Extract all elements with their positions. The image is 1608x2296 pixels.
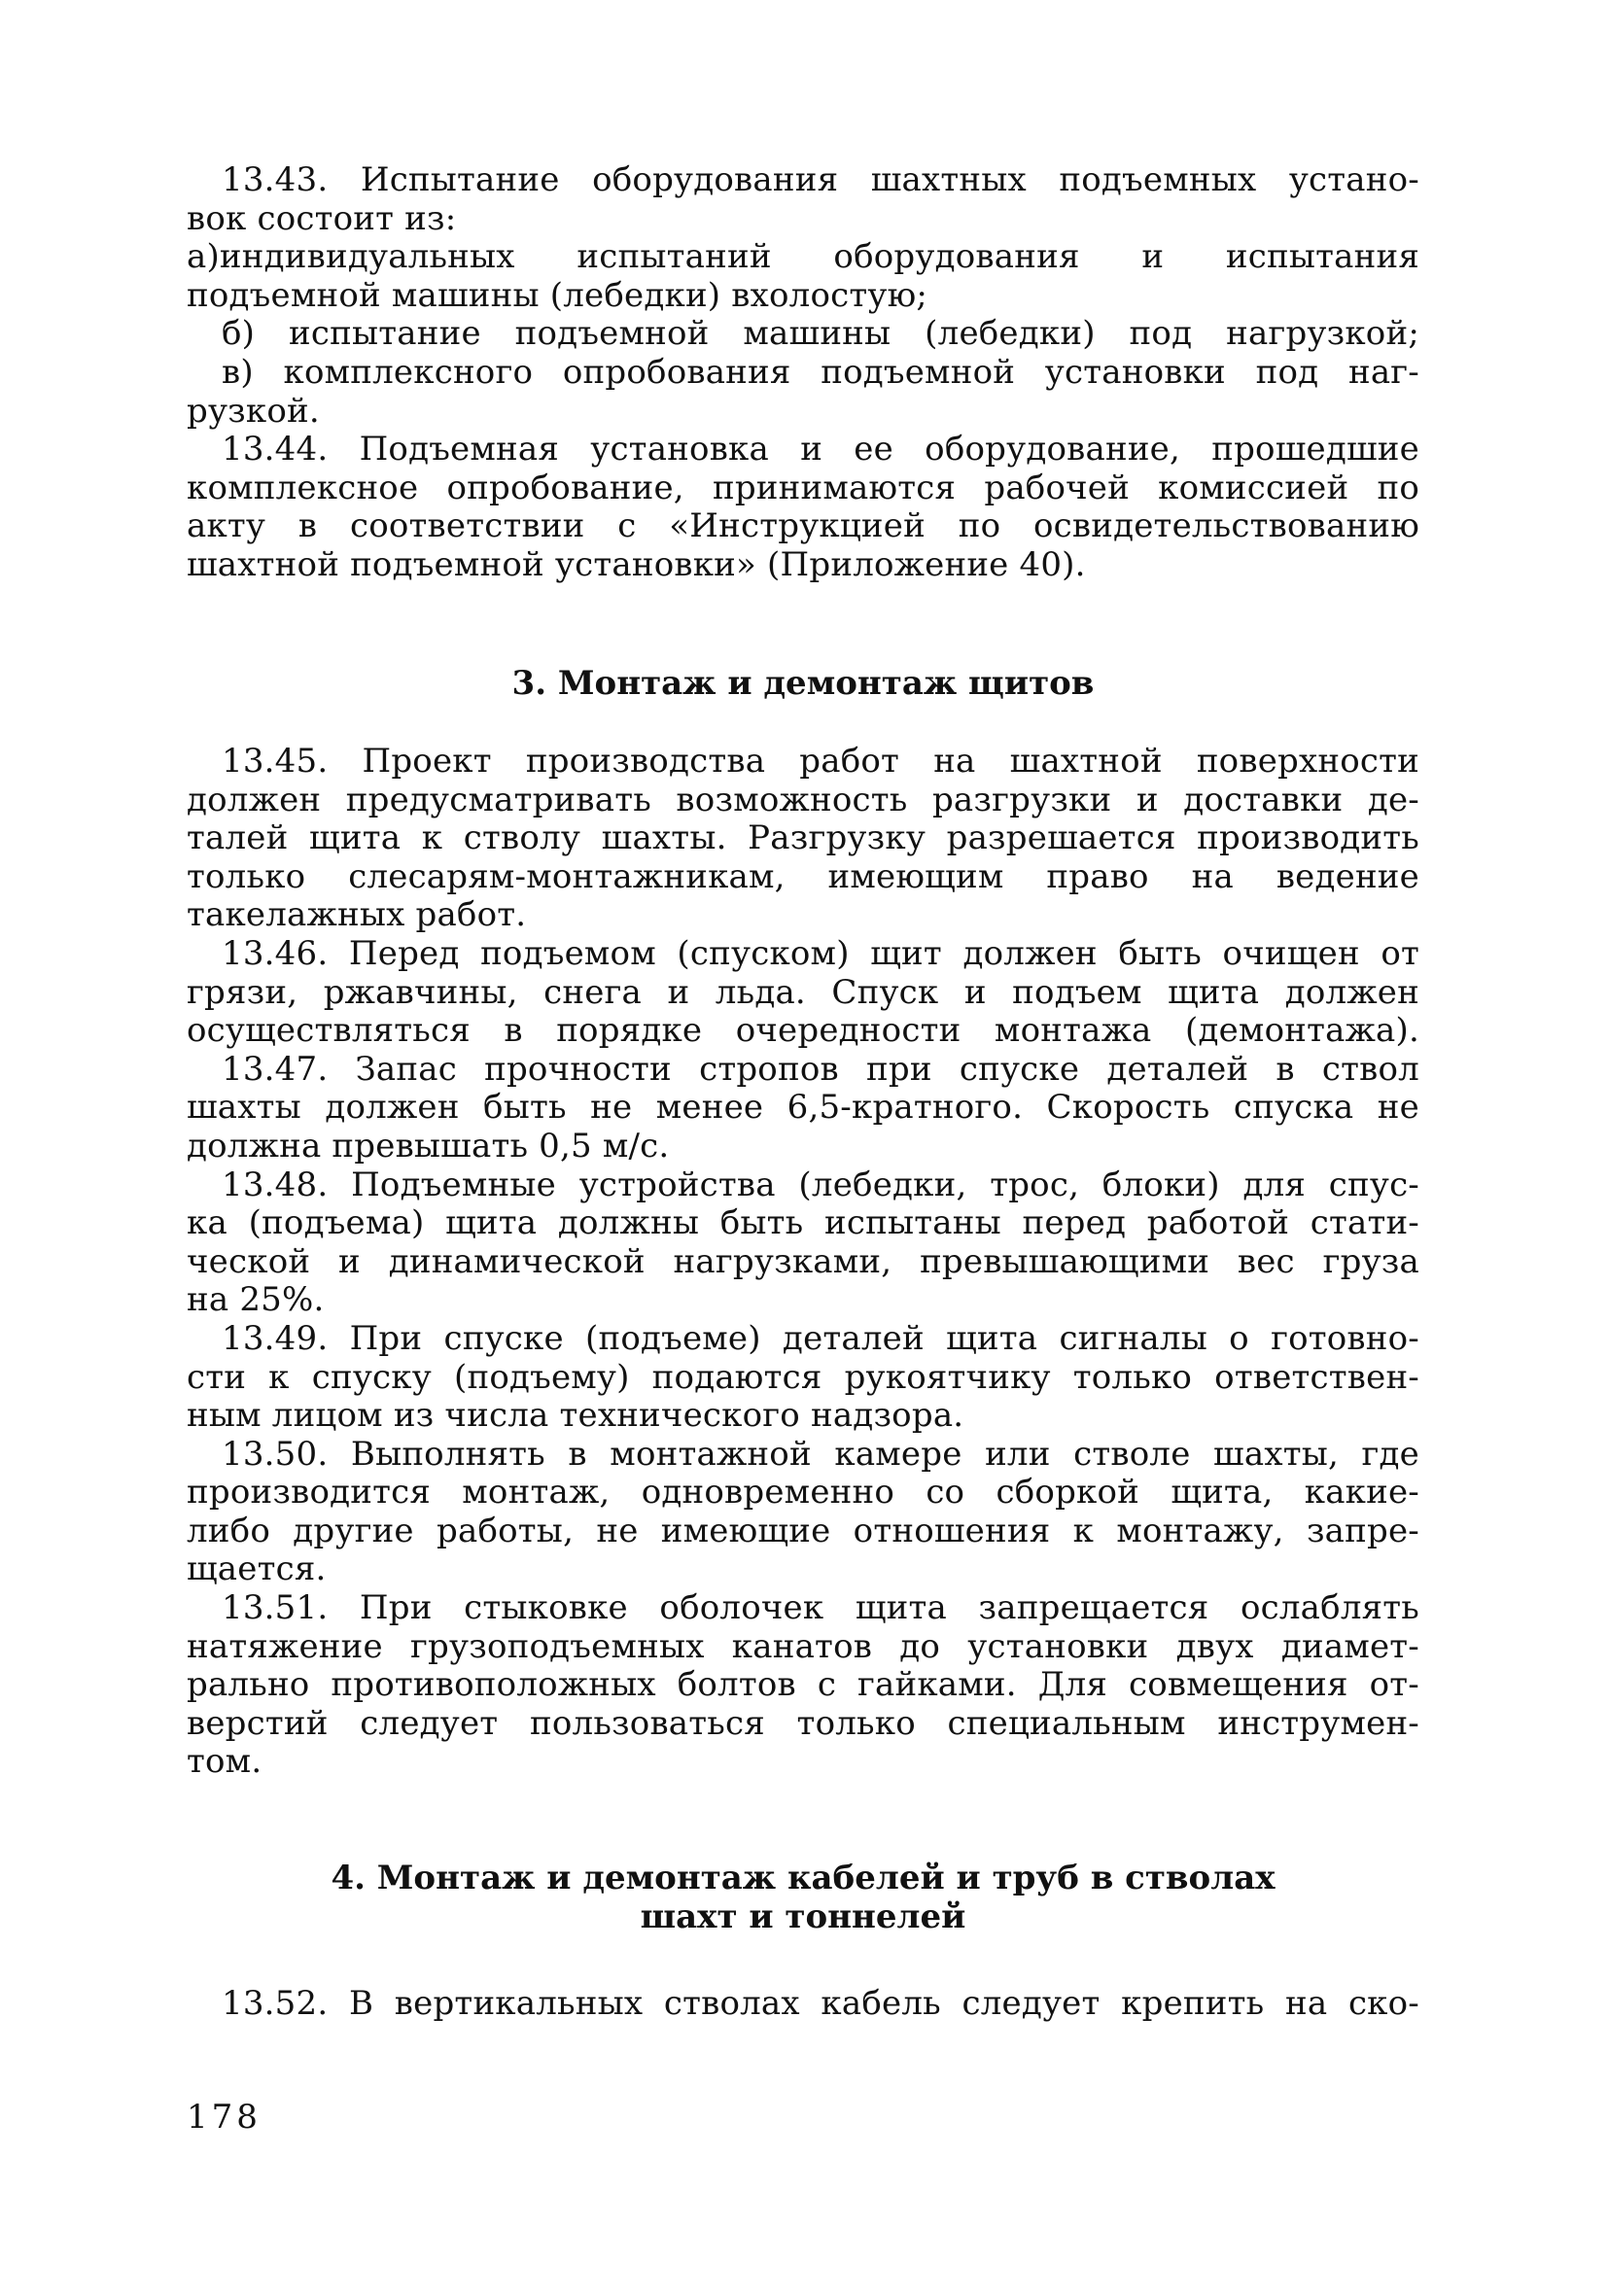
text-line: верстий следует пользоваться только специальным инструмен- [187,1704,1419,1743]
text-line: комплексное опробование, принимаются рабочей комиссией по [187,469,1419,507]
text-line: 13.48. Подъемные устройства (лебедки, трос, блоки) для спус- [222,1165,1419,1204]
text-line: щается. [187,1550,327,1589]
text-line: должна превышать 0,5 м/с. [187,1127,670,1165]
section-heading-3 [187,664,1419,703]
text-line: должен предусматривать возможность разгрузки и доставки де- [187,781,1419,819]
text-line: 13.51. При стыковке оболочек щита запрещается ослаблять [222,1589,1419,1628]
text-line: грязи, ржавчины, снега и льда. Спуск и подъем щита должен [187,973,1419,1012]
text-line: б) испытание подъемной машины (лебедки) под нагрузкой; [222,315,1419,354]
text-line: рузкой. [187,392,320,431]
text-line: производится монтаж, одновременно со сборкой щита, какие- [187,1474,1419,1513]
text-line: 13.44. Подъемная установка и ее оборудование, прошедшие [222,431,1419,470]
text-line: 13.52. В вертикальных стволах кабель следует крепить на ско- [222,1985,1419,2023]
text-line: в) комплексного опробования подъемной установки под наг- [222,353,1419,392]
section-heading-4 [187,1859,1419,1936]
section-heading-text: 3. Монтаж и демонтаж щитов [511,664,1095,703]
text-block-13-45-13-51 [187,743,1419,1782]
text-line: 13.45. Проект производства работ на шахтной поверхности [222,743,1419,781]
text-line: такелажных работ. [187,896,527,935]
text-line: натяжение грузоподъемных канатов до установки двух диамет- [187,1627,1419,1666]
text-line: рально противоположных болтов с гайками. Для совмещения от- [187,1666,1419,1705]
text-line: либо другие работы, не имеющие отношения к монтажу, запре- [187,1512,1419,1550]
text-line: шахтной подъемной установки» (Приложение 40). [187,545,1086,584]
text-line: ным лицом из числа технического надзора. [187,1397,964,1436]
text-line: 13.46. Перед подъемом (спуском) щит должен быть очищен от [222,934,1419,973]
text-line: 13.43. Испытание оборудования шахтных подъемных устано- [222,161,1419,199]
text-block-13-43-13-44 [187,161,1419,585]
page-number: 178 [187,2098,262,2137]
text-line: 13.50. Выполнять в монтажной камере или стволе шахты, где [222,1435,1419,1474]
text-line: акту в соответствии с «Инструкцией по освидетельствованию [187,507,1419,546]
text-line: на 25%. [187,1281,325,1320]
text-line: а)индивидуальных испытаний оборудования и испытания [187,238,1419,277]
text-line: сти к спуску (подъему) подаются рукоятчику только ответствен- [187,1358,1419,1397]
text-line: ческой и динамической нагрузками, превышающими вес груза [187,1242,1419,1281]
text-line: шахты должен быть не менее 6,5-кратного. Скорость спуска не [187,1089,1419,1128]
text-line: вок состоит из: [187,199,457,238]
text-block-13-52 [187,1985,1419,2024]
section-heading-text-line-1: 4. Монтаж и демонтаж кабелей и труб в стволах [331,1859,1276,1897]
text-line: только слесарям-монтажникам, имеющим право на ведение [187,857,1419,896]
text-line: 13.47. Запас прочности стропов при спуске деталей в ствол [222,1050,1419,1089]
text-line: 13.49. При спуске (подъеме) деталей щита сигналы о готовно- [222,1319,1419,1358]
text-line: талей щита к стволу шахты. Разгрузку разрешается производить [187,819,1419,858]
text-line: ка (подъема) щита должны быть испытаны перед работой стати- [187,1204,1419,1243]
text-line: том. [187,1743,262,1782]
text-line: подъемной машины (лебедки) вхолостую; [187,276,928,315]
text-line: осуществляться в порядке очередности монтажа (демонтажа). [187,1012,1419,1051]
section-heading-text-line-2: шахт и тоннелей [640,1897,966,1936]
